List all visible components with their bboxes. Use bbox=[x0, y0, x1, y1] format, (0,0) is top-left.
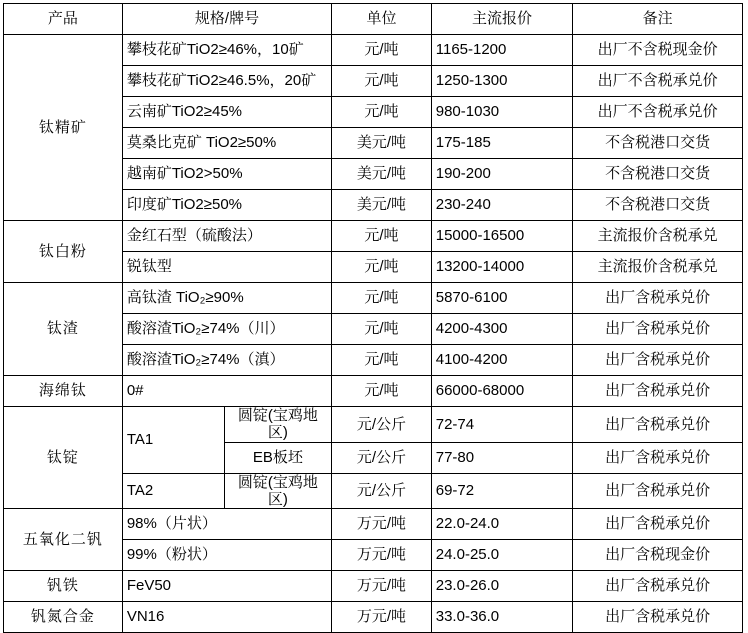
spec-cell: 锐钛型 bbox=[122, 252, 331, 283]
note-cell: 出厂含税承兑价 bbox=[573, 442, 743, 473]
price-cell: 72-74 bbox=[431, 407, 572, 443]
category-cell: 钒铁 bbox=[4, 571, 123, 602]
note-cell: 出厂含税承兑价 bbox=[573, 314, 743, 345]
note-cell: 出厂含税现金价 bbox=[573, 540, 743, 571]
table-row bbox=[4, 407, 743, 443]
table-row bbox=[4, 376, 743, 407]
spec-cell: 酸溶渣TiO₂≥74%（滇） bbox=[122, 345, 331, 376]
price-cell: 77-80 bbox=[431, 442, 572, 473]
spec-cell: 圆锭(宝鸡地区) bbox=[224, 407, 332, 443]
grade-cell: TA2 bbox=[122, 473, 224, 509]
table-body bbox=[4, 35, 743, 633]
spec-cell: 圆锭(宝鸡地区) bbox=[224, 473, 332, 509]
note-cell: 出厂含税承兑价 bbox=[573, 376, 743, 407]
note-cell: 出厂含税承兑价 bbox=[573, 407, 743, 443]
note-cell: 主流报价含税承兑 bbox=[573, 252, 743, 283]
note-cell: 出厂含税承兑价 bbox=[573, 602, 743, 633]
price-cell: 69-72 bbox=[431, 473, 572, 509]
spec-cell: 攀枝花矿TiO2≥46.5%，20矿 bbox=[122, 66, 331, 97]
spec-cell: 越南矿TiO2>50% bbox=[122, 159, 331, 190]
unit-cell: 元/吨 bbox=[332, 314, 432, 345]
category-cell: 钛渣 bbox=[4, 283, 123, 376]
price-cell: 230-240 bbox=[431, 190, 572, 221]
unit-cell: 元/公斤 bbox=[332, 407, 432, 443]
note-cell: 出厂不含税承兑价 bbox=[573, 66, 743, 97]
price-cell: 980-1030 bbox=[431, 97, 572, 128]
unit-cell: 元/吨 bbox=[332, 97, 432, 128]
unit-cell: 美元/吨 bbox=[332, 159, 432, 190]
price-cell: 1165-1200 bbox=[431, 35, 572, 66]
table-header bbox=[4, 4, 743, 35]
price-cell: 175-185 bbox=[431, 128, 572, 159]
unit-cell: 万元/吨 bbox=[332, 540, 432, 571]
unit-cell: 美元/吨 bbox=[332, 190, 432, 221]
unit-cell: 万元/吨 bbox=[332, 571, 432, 602]
spec-cell: 高钛渣 TiO₂≥90% bbox=[122, 283, 331, 314]
unit-cell: 万元/吨 bbox=[332, 602, 432, 633]
spec-cell: 酸溶渣TiO₂≥74%（川） bbox=[122, 314, 331, 345]
note-cell: 主流报价含税承兑 bbox=[573, 221, 743, 252]
price-cell: 190-200 bbox=[431, 159, 572, 190]
unit-cell: 万元/吨 bbox=[332, 509, 432, 540]
price-cell: 24.0-25.0 bbox=[431, 540, 572, 571]
unit-cell: 元/吨 bbox=[332, 66, 432, 97]
table-row bbox=[4, 35, 743, 66]
price-cell: 33.0-36.0 bbox=[431, 602, 572, 633]
price-cell: 4200-4300 bbox=[431, 314, 572, 345]
price-cell: 23.0-26.0 bbox=[431, 571, 572, 602]
note-cell: 不含税港口交货 bbox=[573, 190, 743, 221]
spec-cell: 98%（片状） bbox=[122, 509, 331, 540]
category-cell: 钛精矿 bbox=[4, 35, 123, 221]
note-cell: 出厂含税承兑价 bbox=[573, 571, 743, 602]
category-cell: 钛锭 bbox=[4, 407, 123, 509]
unit-cell: 元/吨 bbox=[332, 376, 432, 407]
table-row bbox=[4, 602, 743, 633]
price-cell: 15000-16500 bbox=[431, 221, 572, 252]
grade-cell: TA1 bbox=[122, 407, 224, 474]
price-cell: 5870-6100 bbox=[431, 283, 572, 314]
category-cell: 钛白粉 bbox=[4, 221, 123, 283]
unit-cell: 元/吨 bbox=[332, 345, 432, 376]
header-unit: 单位 bbox=[332, 4, 432, 35]
price-cell: 13200-14000 bbox=[431, 252, 572, 283]
table-row bbox=[4, 221, 743, 252]
category-cell: 海绵钛 bbox=[4, 376, 123, 407]
unit-cell: 元/吨 bbox=[332, 283, 432, 314]
note-cell: 出厂含税承兑价 bbox=[573, 283, 743, 314]
spec-cell: 云南矿TiO2≥45% bbox=[122, 97, 331, 128]
table-header-row bbox=[4, 4, 743, 35]
spec-cell: 99%（粉状） bbox=[122, 540, 331, 571]
note-cell: 出厂不含税承兑价 bbox=[573, 97, 743, 128]
unit-cell: 美元/吨 bbox=[332, 128, 432, 159]
table-row bbox=[4, 509, 743, 540]
unit-cell: 元/吨 bbox=[332, 221, 432, 252]
spec-cell: 金红石型（硫酸法） bbox=[122, 221, 331, 252]
header-product: 产品 bbox=[4, 4, 123, 35]
note-cell: 出厂不含税现金价 bbox=[573, 35, 743, 66]
note-cell: 出厂含税承兑价 bbox=[573, 473, 743, 509]
category-cell: 五氧化二钒 bbox=[4, 509, 123, 571]
table-row bbox=[4, 283, 743, 314]
price-cell: 1250-1300 bbox=[431, 66, 572, 97]
spec-cell: 印度矿TiO2≥50% bbox=[122, 190, 331, 221]
header-note: 备注 bbox=[573, 4, 743, 35]
category-cell: 钒氮合金 bbox=[4, 602, 123, 633]
unit-cell: 元/吨 bbox=[332, 35, 432, 66]
price-cell: 4100-4200 bbox=[431, 345, 572, 376]
header-price: 主流报价 bbox=[431, 4, 572, 35]
spec-cell: 0# bbox=[122, 376, 331, 407]
price-cell: 22.0-24.0 bbox=[431, 509, 572, 540]
unit-cell: 元/公斤 bbox=[332, 473, 432, 509]
header-spec: 规格/牌号 bbox=[122, 4, 331, 35]
note-cell: 不含税港口交货 bbox=[573, 128, 743, 159]
note-cell: 出厂含税承兑价 bbox=[573, 509, 743, 540]
price-table bbox=[3, 3, 743, 633]
note-cell: 不含税港口交货 bbox=[573, 159, 743, 190]
spec-cell: 攀枝花矿TiO2≥46%，10矿 bbox=[122, 35, 331, 66]
spec-cell: EB板坯 bbox=[224, 442, 332, 473]
table-row bbox=[4, 571, 743, 602]
price-cell: 66000-68000 bbox=[431, 376, 572, 407]
spec-cell: FeV50 bbox=[122, 571, 331, 602]
unit-cell: 元/吨 bbox=[332, 252, 432, 283]
unit-cell: 元/公斤 bbox=[332, 442, 432, 473]
spec-cell: VN16 bbox=[122, 602, 331, 633]
note-cell: 出厂含税承兑价 bbox=[573, 345, 743, 376]
spec-cell: 莫桑比克矿 TiO2≥50% bbox=[122, 128, 331, 159]
